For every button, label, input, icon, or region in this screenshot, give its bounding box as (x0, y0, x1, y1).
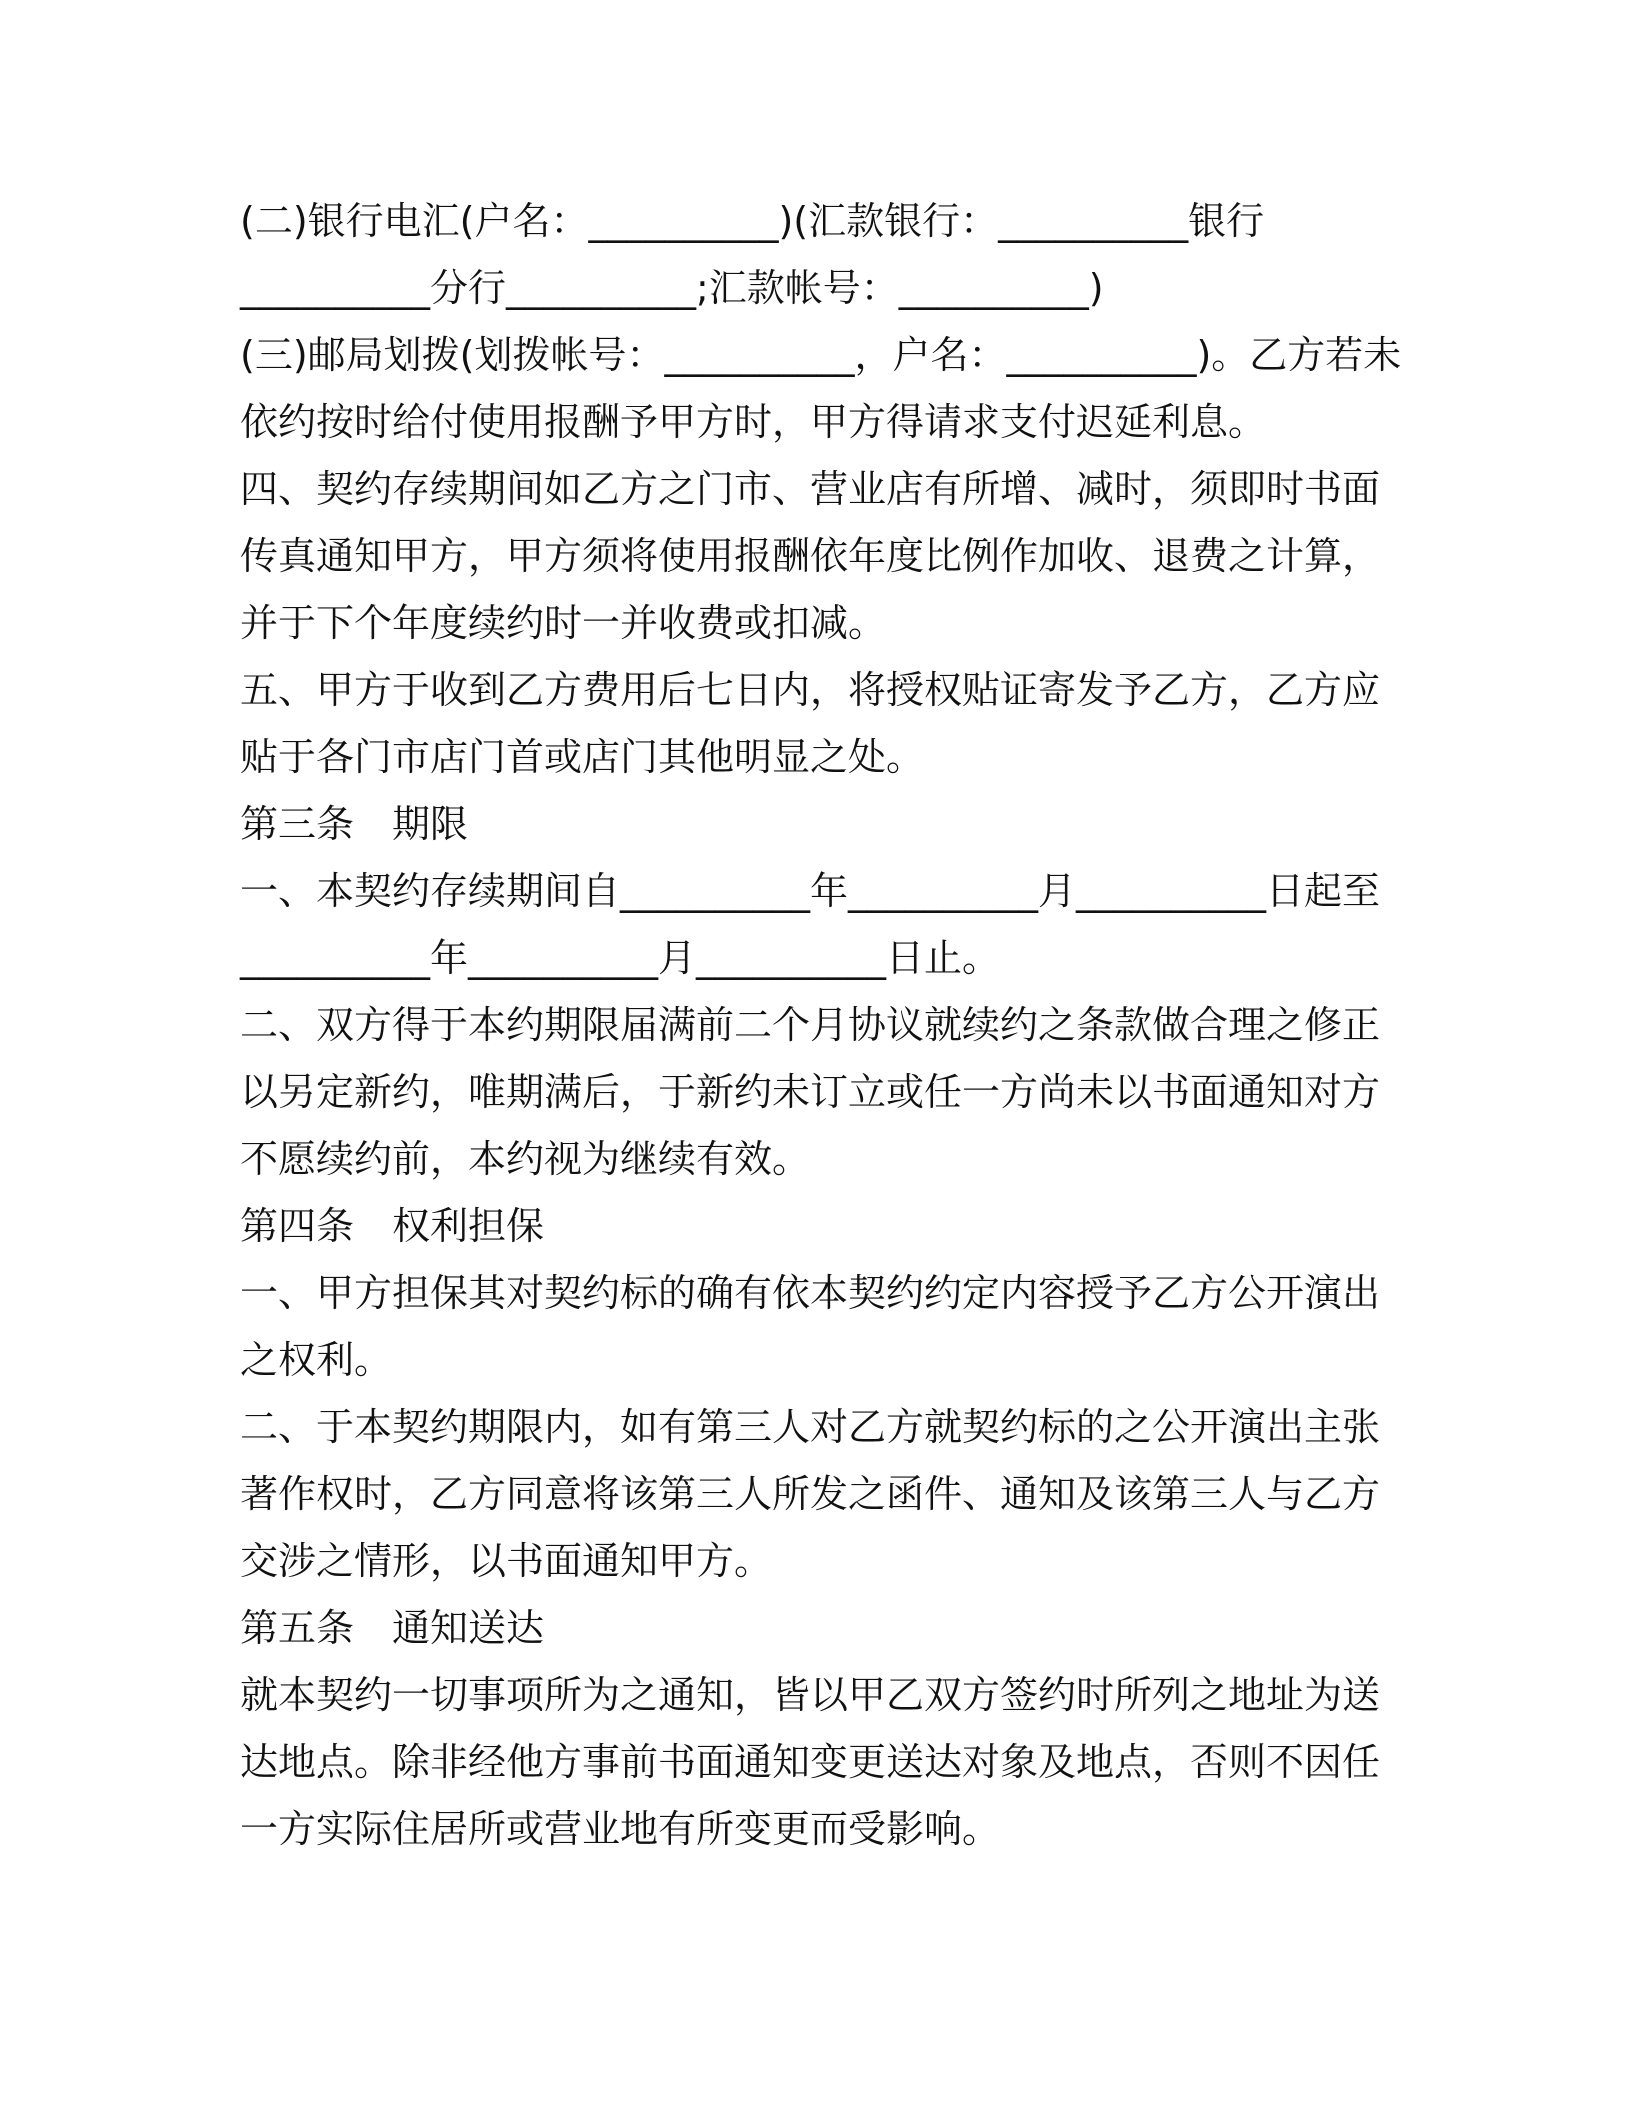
term-clause-2-line-2: 以另定新约，唯期满后，于新约未订立或任一方尚未以书面通知对方 (240, 1070, 1381, 1114)
term-clause-2-line-1: 二、双方得于本约期限届满前二个月协议就续约之条款做合理之修正 (240, 1003, 1381, 1047)
notice-clause-line-3: 一方实际住居所或营业地有所变更而受影响。 (240, 1807, 1001, 1851)
article-5-heading: 第五条 通知送达 (240, 1606, 545, 1650)
article-4-heading: 第四条 权利担保 (240, 1204, 545, 1248)
warranty-clause-2-line-1: 二、于本契约期限内，如有第三人对乙方就契约标的之公开演出主张 (240, 1405, 1381, 1449)
notice-clause-line-2: 达地点。除非经他方事前书面通知变更送达对象及地点，否则不因任 (240, 1740, 1381, 1784)
warranty-clause-2-line-2: 著作权时，乙方同意将该第三人所发之函件、通知及该第三人与乙方 (240, 1472, 1381, 1516)
payment-postal-transfer-line: (三)邮局划拨(划拨帐号：__________，户名：__________)。乙方若未 (240, 333, 1402, 377)
document-page (240, 188, 1402, 1863)
late-payment-interest-line: 依约按时给付使用报酬予甲方时，甲方得请求支付迟延利息。 (240, 400, 1267, 444)
payment-bank-transfer-line: (二)银行电汇(户名：__________)(汇款银行：__________银行 (240, 199, 1265, 243)
clause-4-line-2: 传真通知甲方，甲方须将使用报酬依年度比例作加收、退费之计算， (240, 534, 1381, 578)
clause-4-line-1: 四、契约存续期间如乙方之门市、营业店有所增、减时，须即时书面 (240, 467, 1381, 511)
notice-clause-line-1: 就本契约一切事项所为之通知，皆以甲乙双方签约时所列之地址为送 (240, 1673, 1381, 1717)
term-clause-2-line-3: 不愿续约前，本约视为继续有效。 (240, 1137, 811, 1181)
term-clause-1-line-1: 一、本契约存续期间自__________年__________月__________日起至 (240, 869, 1381, 913)
warranty-clause-2-line-3: 交涉之情形，以书面通知甲方。 (240, 1539, 773, 1583)
clause-5-line-2: 贴于各门市店门首或店门其他明显之处。 (240, 735, 925, 779)
clause-4-line-3: 并于下个年度续约时一并收费或扣减。 (240, 601, 887, 645)
clause-5-line-1: 五、甲方于收到乙方费用后七日内，将授权贴证寄发予乙方，乙方应 (240, 668, 1381, 712)
warranty-clause-1-line-1: 一、甲方担保其对契约标的确有依本契约约定内容授予乙方公开演出 (240, 1271, 1381, 1315)
payment-bank-transfer-line-cont: __________分行__________;汇款帐号：__________) (240, 266, 1104, 310)
term-clause-1-line-2: __________年__________月__________日止。 (240, 936, 1001, 980)
article-3-heading: 第三条 期限 (240, 802, 469, 846)
warranty-clause-1-line-2: 之权利。 (240, 1338, 393, 1382)
